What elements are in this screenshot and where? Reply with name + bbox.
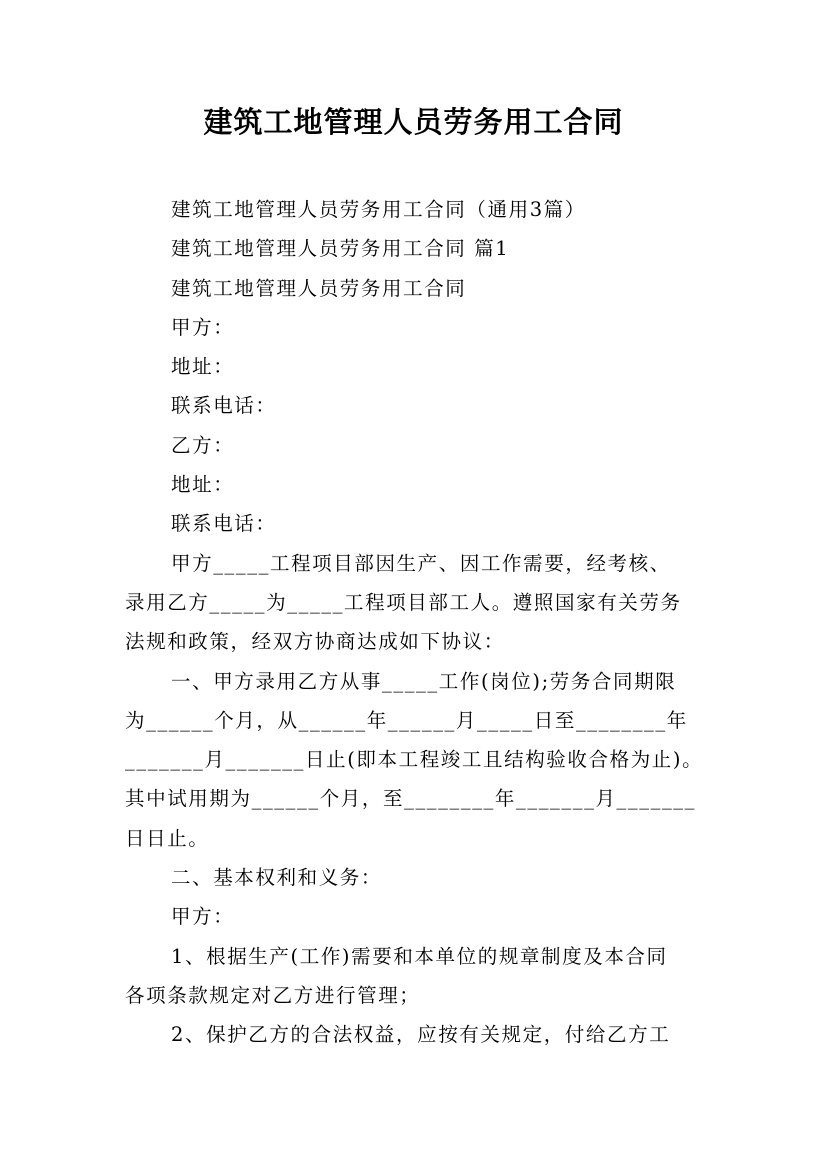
document-line: 日日止。 [125, 826, 210, 850]
document-line: 地址： [171, 473, 235, 497]
document-line: 甲方_____工程项目部因生产、因工作需要，经考核、 [171, 551, 671, 575]
document-body [125, 190, 725, 1055]
document-line: 乙方： [171, 433, 235, 457]
document-line: 1、根据生产(工作)需要和本单位的规章制度及本合同 [171, 944, 668, 968]
document-line: 录用乙方_____为_____工程项目部工人。遵照国家有关劳务 [125, 590, 682, 614]
document-line: _______月_______日止(即本工程竣工且结构验收合格为止)。 [125, 748, 704, 772]
document-line: 为______个月，从______年______月_____日至________年 [125, 708, 688, 732]
document-line: 建筑工地管理人员劳务用工合同（通用3篇） [171, 198, 586, 221]
document-line: 建筑工地管理人员劳务用工合同 篇1 [171, 237, 510, 261]
document-line: 联系电话： [171, 512, 277, 536]
document-line: 一、甲方录用乙方从事_____工作(岗位);劳务合同期限 [171, 669, 677, 693]
document-title: 建筑工地管理人员劳务用工合同 [203, 105, 624, 139]
document-line: 法规和政策，经双方协商达成如下协议： [125, 630, 505, 654]
document-line: 甲方： [171, 905, 235, 929]
document-line: 地址： [171, 355, 235, 379]
document-line: 2、保护乙方的合法权益，应按有关规定，付给乙方工 [171, 1023, 671, 1047]
document-line: 联系电话： [171, 394, 277, 418]
document-line: 各项条款规定对乙方进行管理； [125, 983, 421, 1007]
document-line: 二、基本权利和义务： [171, 866, 383, 890]
document-line: 甲方： [171, 315, 235, 339]
document-line: 其中试用期为______个月，至________年_______月_______ [125, 787, 696, 811]
document-line: 建筑工地管理人员劳务用工合同 [171, 276, 467, 300]
